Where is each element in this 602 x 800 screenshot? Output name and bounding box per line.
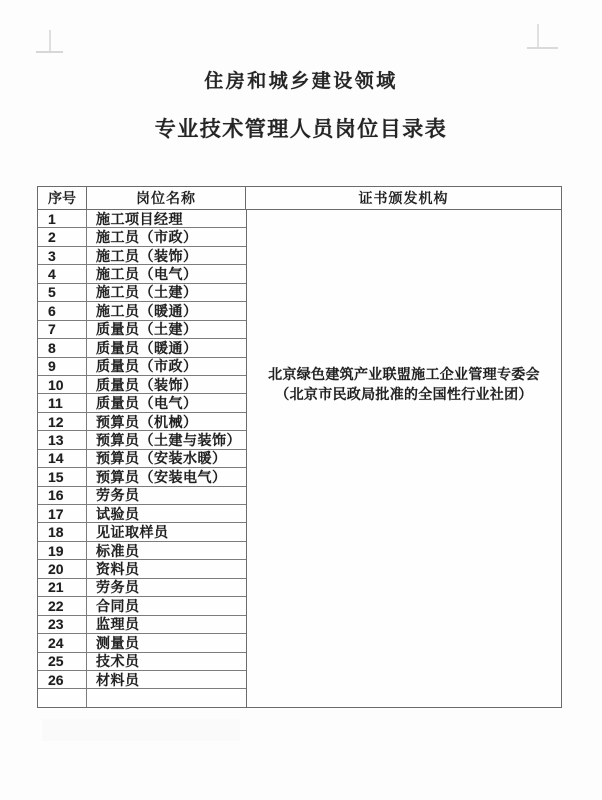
row-serial-number-cell: 24 bbox=[38, 634, 87, 651]
table-row bbox=[38, 431, 246, 449]
table-row bbox=[38, 265, 246, 283]
table-row bbox=[38, 634, 246, 652]
row-position-name-cell: 预算员（土建与装饰） bbox=[96, 431, 241, 448]
table-row bbox=[38, 413, 246, 431]
row-position-name-cell: 施工员（电气） bbox=[96, 266, 198, 283]
table-row bbox=[38, 487, 246, 505]
row-position-name-cell: 预算员（机械） bbox=[96, 413, 198, 430]
document-title-line2: 专业技术管理人员岗位目录表 bbox=[154, 118, 448, 141]
table-row bbox=[38, 284, 246, 302]
row-serial-number-cell: 2 bbox=[38, 228, 87, 245]
issuer-merged-cell bbox=[247, 210, 561, 707]
table-row bbox=[38, 542, 246, 560]
row-serial-number-cell: 21 bbox=[38, 579, 87, 596]
table-row bbox=[38, 597, 246, 615]
table-row bbox=[38, 321, 246, 339]
row-serial-number-cell: 3 bbox=[38, 247, 87, 264]
row-serial-number-cell: 6 bbox=[38, 302, 87, 319]
issuer-approval-line: （北京市民政局批准的全国性行业社团） bbox=[275, 386, 533, 402]
table-row bbox=[38, 358, 246, 376]
table-row bbox=[38, 210, 246, 228]
scan-mark-top-right-vertical bbox=[537, 24, 539, 49]
row-position-name-cell: 资料员 bbox=[96, 561, 140, 578]
row-position-name-cell: 质量员（市政） bbox=[96, 358, 198, 375]
row-position-name-cell: 技术员 bbox=[96, 653, 140, 670]
row-serial-number-cell: 5 bbox=[38, 284, 87, 301]
row-position-name-cell: 施工员（市政） bbox=[96, 229, 198, 246]
table-row bbox=[38, 653, 246, 671]
row-serial-number-cell: 12 bbox=[38, 413, 87, 430]
row-position-name-cell bbox=[87, 689, 246, 706]
header-cell-serial-number: 序号 bbox=[38, 187, 87, 209]
row-position-name-cell: 标准员 bbox=[96, 542, 140, 559]
row-serial-number-cell: 16 bbox=[38, 487, 87, 504]
row-serial-number-cell: 15 bbox=[38, 468, 87, 485]
table-row bbox=[38, 616, 246, 634]
row-serial-number-cell: 26 bbox=[38, 671, 87, 688]
document-title-line1: 住房和城乡建设领域 bbox=[204, 71, 398, 92]
row-serial-number-cell: 4 bbox=[38, 265, 87, 282]
row-serial-number-cell: 13 bbox=[38, 431, 87, 448]
table-row bbox=[38, 302, 246, 320]
row-position-name-cell: 施工员（装饰） bbox=[96, 247, 198, 264]
row-serial-number-cell bbox=[38, 689, 87, 706]
row-serial-number-cell: 25 bbox=[38, 653, 87, 670]
row-position-name-cell: 试验员 bbox=[96, 505, 140, 522]
row-position-name-cell: 质量员（装饰） bbox=[96, 376, 198, 393]
row-position-name-cell: 施工员（暖通） bbox=[96, 302, 198, 319]
row-serial-number-cell: 19 bbox=[38, 542, 87, 559]
table-row bbox=[38, 689, 246, 706]
row-serial-number-cell: 18 bbox=[38, 523, 87, 540]
position-directory-table bbox=[37, 186, 562, 708]
table-row bbox=[38, 450, 246, 468]
row-position-name-cell: 劳务员 bbox=[96, 487, 140, 504]
scan-mark-top-left-vertical bbox=[49, 30, 51, 53]
row-serial-number-cell: 17 bbox=[38, 505, 87, 522]
table-rows-container bbox=[38, 210, 247, 707]
row-serial-number-cell: 1 bbox=[38, 210, 87, 227]
table-row bbox=[38, 468, 246, 486]
row-position-name-cell: 施工项目经理 bbox=[96, 210, 183, 227]
issuer-text-block bbox=[247, 364, 561, 404]
table-row bbox=[38, 394, 246, 412]
row-position-name-cell: 监理员 bbox=[96, 616, 140, 633]
row-position-name-cell: 施工员（土建） bbox=[96, 284, 198, 301]
table-row bbox=[38, 579, 246, 597]
row-serial-number-cell: 9 bbox=[38, 358, 87, 375]
table-row bbox=[38, 671, 246, 689]
row-serial-number-cell: 11 bbox=[38, 394, 87, 411]
table-body bbox=[38, 210, 561, 707]
row-position-name-cell: 测量员 bbox=[96, 634, 140, 651]
table-row bbox=[38, 523, 246, 541]
row-position-name-cell: 合同员 bbox=[96, 597, 140, 614]
table-row bbox=[38, 505, 246, 523]
row-serial-number-cell: 23 bbox=[38, 616, 87, 633]
row-serial-number-cell: 10 bbox=[38, 376, 87, 393]
row-position-name-cell: 质量员（电气） bbox=[96, 395, 198, 412]
row-serial-number-cell: 20 bbox=[38, 560, 87, 577]
table-header-row bbox=[38, 187, 561, 210]
scan-shadow-band bbox=[42, 719, 240, 741]
row-serial-number-cell: 7 bbox=[38, 321, 87, 338]
row-position-name-cell: 质量员（暖通） bbox=[96, 339, 198, 356]
row-position-name-cell: 材料员 bbox=[96, 671, 140, 688]
header-cell-position-name: 岗位名称 bbox=[87, 187, 246, 209]
table-row bbox=[38, 247, 246, 265]
row-position-name-cell: 预算员（安装水暖） bbox=[96, 450, 227, 467]
row-position-name-cell: 劳务员 bbox=[96, 579, 140, 596]
table-row bbox=[38, 376, 246, 394]
row-position-name-cell: 预算员（安装电气） bbox=[96, 468, 227, 485]
row-serial-number-cell: 14 bbox=[38, 450, 87, 467]
scan-mark-top-right-horizontal bbox=[527, 47, 558, 49]
header-cell-issuing-organization: 证书颁发机构 bbox=[358, 190, 449, 206]
table-row bbox=[38, 339, 246, 357]
table-row bbox=[38, 560, 246, 578]
row-serial-number-cell: 22 bbox=[38, 597, 87, 614]
row-position-name-cell: 见证取样员 bbox=[96, 524, 169, 541]
row-position-name-cell: 质量员（土建） bbox=[96, 321, 198, 338]
table-row bbox=[38, 228, 246, 246]
issuer-name-line: 北京绿色建筑产业联盟施工企业管理专委会 bbox=[268, 366, 540, 382]
scan-mark-top-left-horizontal bbox=[36, 51, 63, 53]
row-serial-number-cell: 8 bbox=[38, 339, 87, 356]
